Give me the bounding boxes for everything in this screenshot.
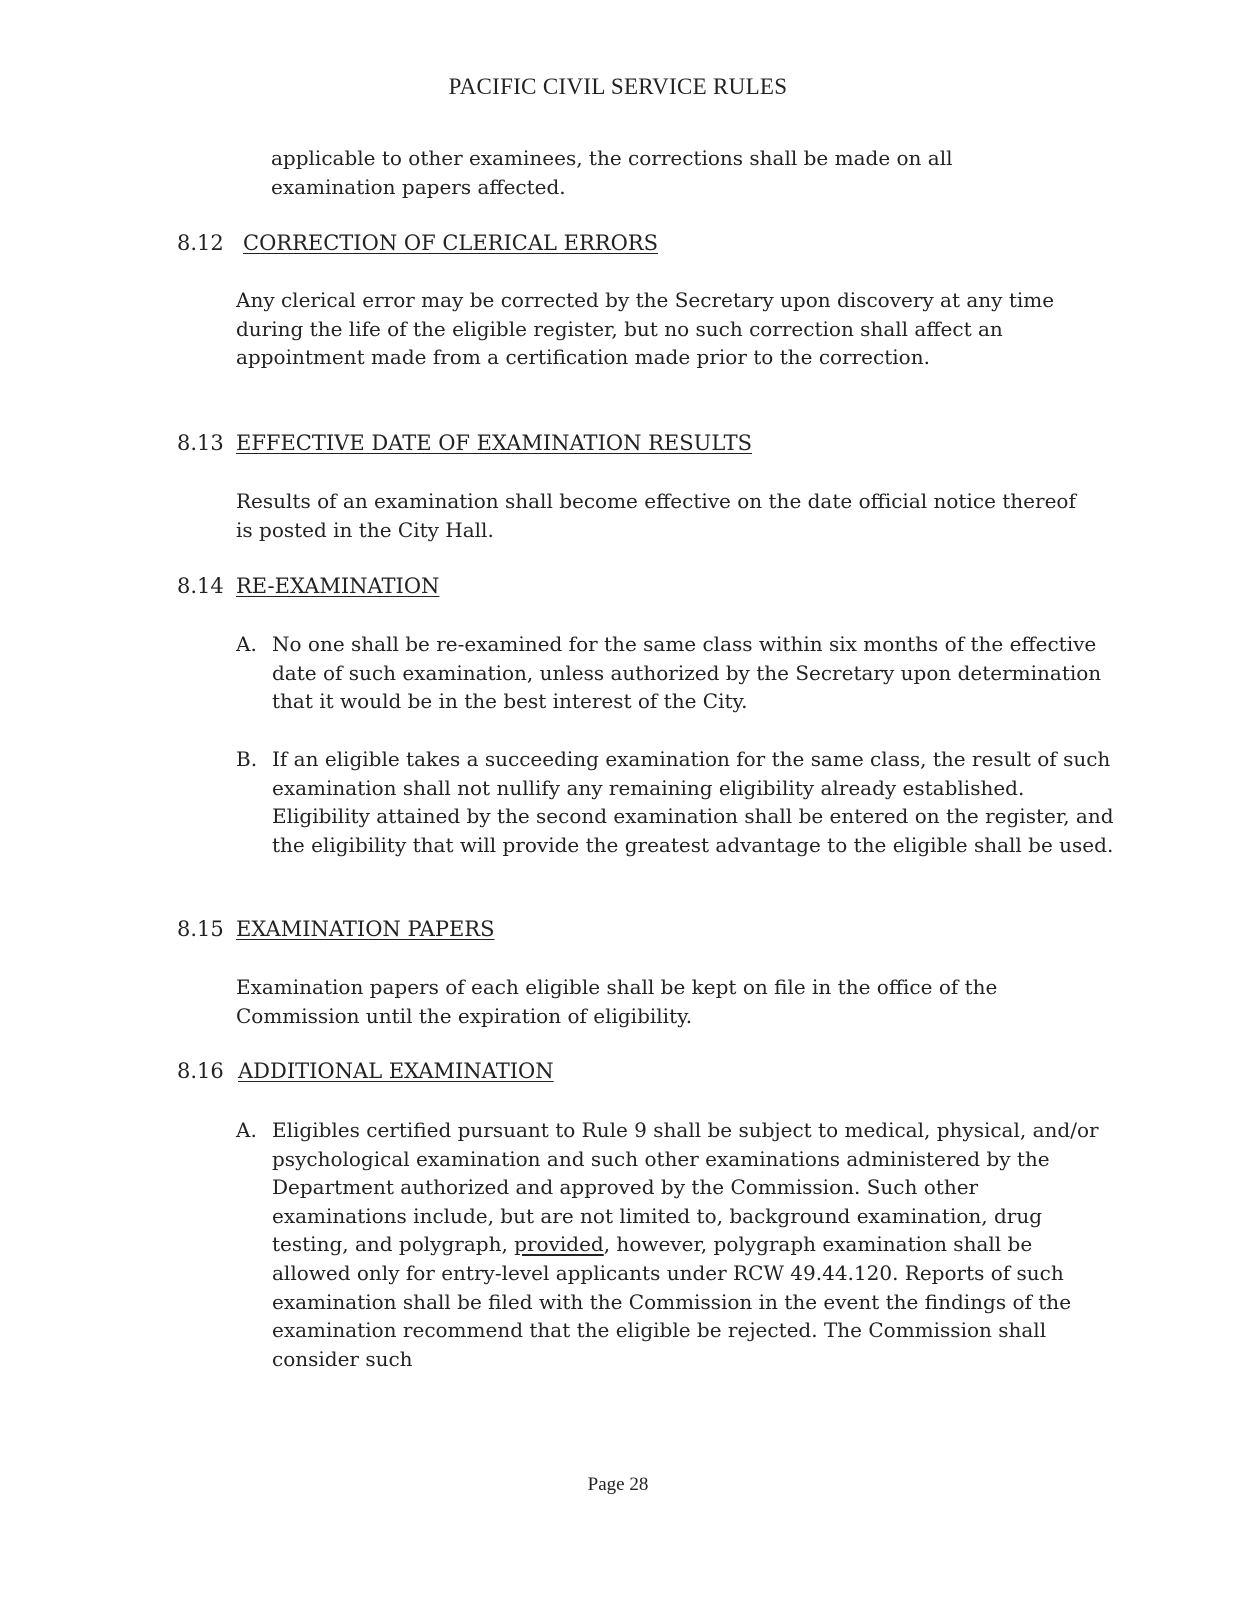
section-8-16-heading	[177, 1057, 554, 1085]
section-8-15-heading	[177, 915, 494, 943]
section-number: 8.12	[177, 231, 224, 255]
section-8-15-body: Examination papers of each eligible shall be kept on file in the office of the Commission until the expiration of eligibility.	[236, 975, 998, 1028]
list-text: No one shall be re-examined for the same class within six months of the effective date of such examination, unless authorized by the Secretary upon determination that it would be in the best interest of the City.	[272, 632, 1102, 714]
list-item-8-14-b	[236, 745, 1116, 859]
section-title: EXAMINATION PAPERS	[236, 917, 495, 941]
section-8-14-heading	[177, 572, 439, 600]
list-item-8-16-a	[236, 1116, 1116, 1373]
page-number: Page 28	[587, 1474, 649, 1495]
section-number: 8.14	[177, 574, 224, 598]
section-title: RE-EXAMINATION	[236, 574, 440, 598]
list-text-part: Eligibles certified pursuant to Rule 9 shall be subject to medical, physical, and/or psychological examination and such other examinations administered by the Department authorized and approved by the Commission. Such other examinations include, but are not limited to, background examination, drug testing, and polygraph,	[272, 1118, 1099, 1257]
section-8-12-body: Any clerical error may be corrected by the Secretary upon discovery at any time during the life of the eligible register, but no such correction shall affect an appointment made from a certification made prior to the correction.	[236, 288, 1055, 370]
section-8-13-body: Results of an examination shall become effective on the date official notice thereof is posted in the City Hall.	[236, 489, 1076, 542]
underlined-term: provided	[514, 1232, 604, 1257]
section-number: 8.16	[177, 1059, 224, 1083]
list-text	[272, 1116, 1116, 1373]
list-item-8-14-a	[236, 630, 1116, 716]
section-number: 8.13	[177, 431, 224, 455]
section-title: ADDITIONAL EXAMINATION	[238, 1059, 554, 1083]
section-number: 8.15	[177, 917, 224, 941]
list-marker: A.	[236, 632, 257, 656]
list-marker: A.	[236, 1118, 257, 1142]
continuation-paragraph: applicable to other examinees, the corrections shall be made on all examination papers affected.	[271, 146, 953, 199]
list-text-part: , however, polygraph examination shall be allowed only for entry-level applicants under RCW 49.44.120. Reports of such examination shall be filed with the Commission in the event the findings of the examination recommend that the eligible be rejected. The Commission shall consider such	[272, 1232, 1072, 1371]
section-8-13-heading	[177, 429, 752, 457]
list-marker: B.	[236, 747, 258, 771]
page-header: PACIFIC CIVIL SERVICE RULES	[448, 74, 788, 99]
section-title: EFFECTIVE DATE OF EXAMINATION RESULTS	[236, 431, 752, 455]
section-title: CORRECTION OF CLERICAL ERRORS	[243, 231, 659, 255]
section-8-12-heading	[177, 229, 658, 257]
list-text: If an eligible takes a succeeding examination for the same class, the result of such examination shall not nullify any remaining eligibility already established. Eligibility attained by the second examination shall be entered on the register, and the eligibility that will provide the greatest advantage to the eligible shall be used.	[272, 747, 1114, 857]
